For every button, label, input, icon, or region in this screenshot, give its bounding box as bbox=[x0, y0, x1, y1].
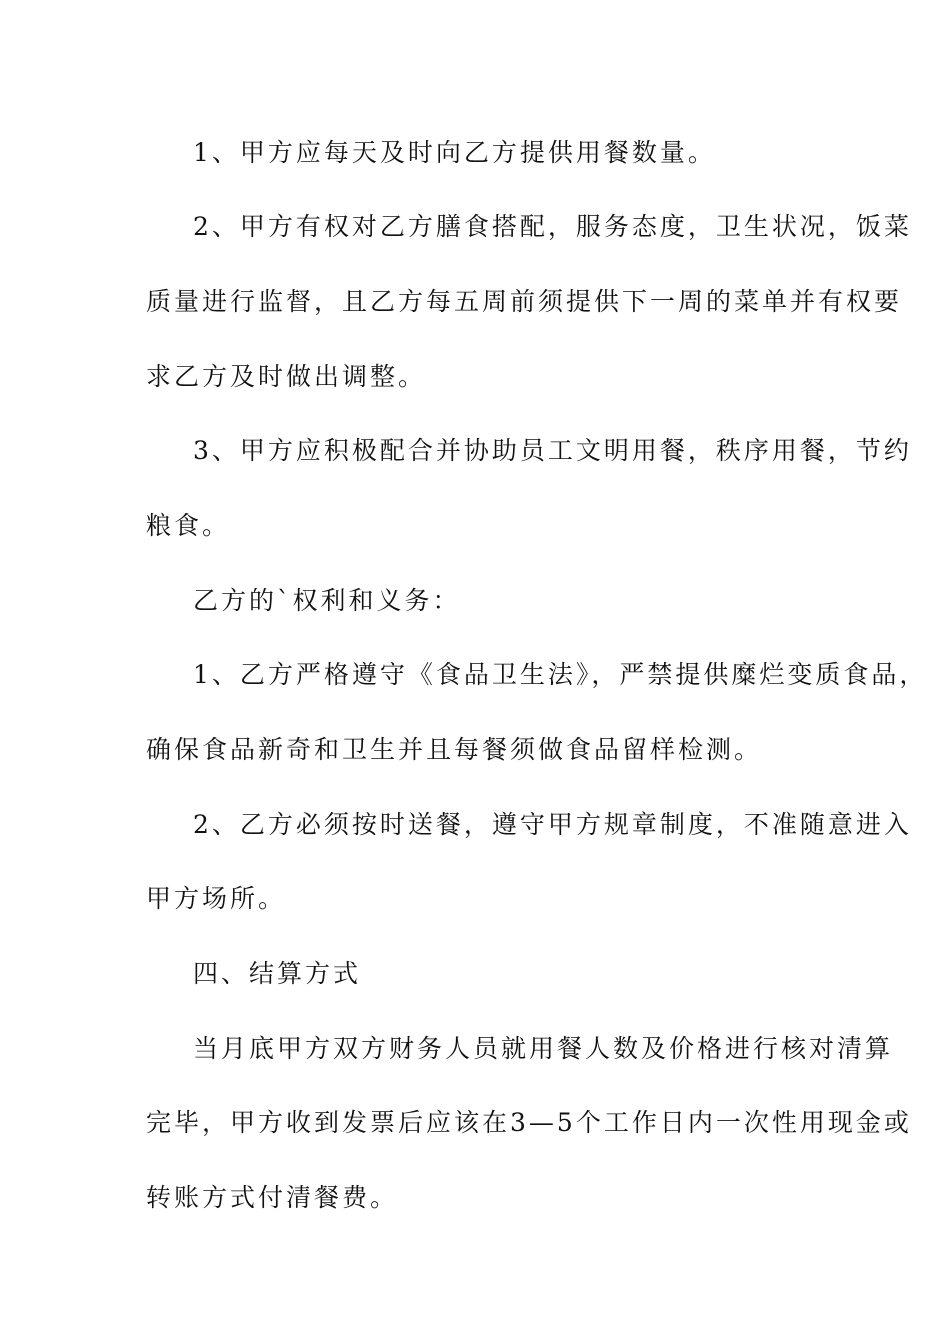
section-heading: 四、结算方式 bbox=[193, 959, 362, 988]
text-line: 2、甲方有权对乙方膳食搭配，服务态度，卫生状况，饭菜 bbox=[193, 212, 912, 241]
text-line: 1、甲方应每天及时向乙方提供用餐数量。 bbox=[193, 138, 716, 167]
text-line: 完毕，甲方收到发票后应该在3—5个工作日内一次性用现金或 bbox=[146, 1108, 912, 1137]
text-line: 2、乙方必须按时送餐，遵守甲方规章制度，不准随意进入 bbox=[193, 810, 912, 839]
text-line: 甲方场所。 bbox=[146, 884, 287, 913]
text-line: 乙方的`权利和义务： bbox=[193, 586, 461, 615]
text-line: 3、甲方应积极配合并协助员工文明用餐，秩序用餐，节约 bbox=[193, 436, 912, 465]
text-line: 确保食品新奇和卫生并且每餐须做食品留样检测。 bbox=[146, 735, 763, 764]
text-line: 粮食。 bbox=[146, 511, 231, 540]
text-line: 1、乙方严格遵守《食品卫生法》，严禁提供糜烂变质食品， bbox=[193, 660, 928, 689]
text-line: 当月底甲方双方财务人员就用餐人数及价格进行核对清算 bbox=[193, 1034, 894, 1063]
text-line: 转账方式付清餐费。 bbox=[146, 1183, 399, 1212]
text-line: 求乙方及时做出调整。 bbox=[146, 362, 427, 391]
text-line: 质量进行监督，且乙方每五周前须提供下一周的菜单并有权要 bbox=[146, 287, 903, 316]
